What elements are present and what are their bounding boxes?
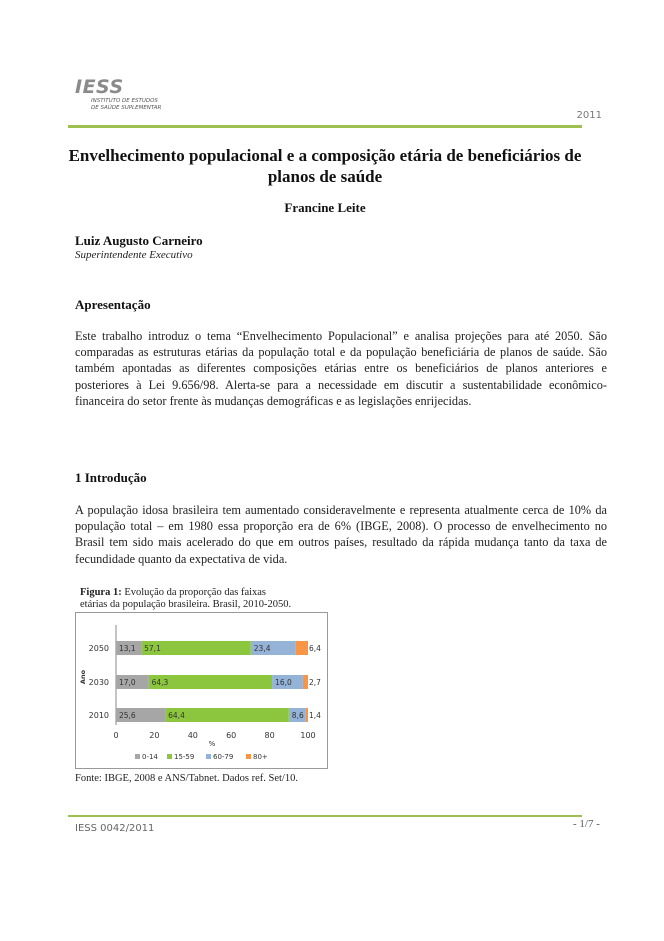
legend-swatch-15-59	[167, 754, 172, 759]
header-year: 2011	[576, 110, 602, 121]
data-label-2050-0-14: 13,1	[119, 644, 136, 653]
data-label-2030-60-79: 16,0	[275, 678, 292, 687]
x-tick-label-0: 0	[113, 731, 119, 740]
logo-subtitle	[91, 98, 175, 111]
figure-source: Fonte: IBGE, 2008 e ANS/Tabnet. Dados ref. Set/10.	[75, 773, 298, 784]
data-label-2030-0-14: 17,0	[119, 678, 136, 687]
figure-label: Figura 1:	[80, 587, 122, 598]
legend-swatch-0-14	[135, 754, 140, 759]
bar-2010-80+	[305, 708, 308, 722]
legend-label-15-59: 15-59	[174, 753, 195, 761]
x-tick-label-40: 40	[187, 731, 198, 740]
data-label-2030-80+: 2,7	[309, 678, 321, 687]
x-tick-label-100: 100	[300, 731, 316, 740]
figure-caption-line2: etárias da população brasileira. Brasil, 2010-2050.	[80, 599, 292, 610]
iess-logo	[75, 78, 175, 114]
section-heading-apresentacao: Apresentação	[75, 297, 151, 312]
data-label-2050-80+: 6,4	[309, 644, 321, 653]
header-divider	[68, 125, 582, 128]
section-heading-introducao: 1 Introdução	[75, 470, 147, 485]
x-axis-label: %	[208, 740, 216, 748]
document-title: Envelhecimento populacional e a composição etária de beneficiários de planos de saúde	[68, 146, 582, 186]
legend-swatch-80+	[246, 754, 251, 759]
x-tick-label-20: 20	[149, 731, 160, 740]
category-label-2050: 2050	[88, 644, 109, 653]
footer-divider	[68, 815, 582, 817]
x-tick-label-60: 60	[226, 731, 237, 740]
x-tick-label-80: 80	[264, 731, 275, 740]
footer-page-number: - 1/7 -	[573, 818, 600, 830]
category-label-2030: 2030	[88, 678, 109, 687]
chart-container	[75, 612, 328, 769]
legend-label-80+: 80+	[253, 753, 268, 761]
y-axis-label: Ano	[79, 669, 87, 685]
legend-label-60-79: 60-79	[213, 753, 234, 761]
logo-sub-line2: DE SAÚDE SUPLEMENTAR	[91, 104, 162, 111]
legend-swatch-60-79	[206, 754, 211, 759]
figure-caption-line1: Evolução da proporção das faixas	[124, 587, 267, 598]
data-label-2030-15-59: 64,3	[151, 678, 169, 687]
logo-wordmark	[75, 78, 175, 97]
person-name: Luiz Augusto Carneiro	[75, 233, 203, 248]
section-text-introducao: A população idosa brasileira tem aumentado consideravelmente e representa atualmente cerca de 10% da população total – em 1980 essa proporção era de 6% (IBGE, 2008). O processo de envelhecimento no Brasil tem sido mais acelerado do que em outros países, resultado da rápida mudança tanto da taxa de fecundidade quanto da expectativa de vida.	[75, 503, 607, 566]
stacked-bar-chart	[76, 613, 327, 768]
bar-2050-80+	[296, 641, 308, 655]
section-text-apresentacao: Este trabalho introduz o tema “Envelhecimento Populacional” e analisa projeções para até 2050. São comparadas as estruturas etárias da população total e da população beneficiária de planos de saúde. São também apontadas as diferentes composições etárias entre os beneficiários de planos anteriores e posteriores à Lei 9.656/98. Alerta-se para a necessidade em discutir a sustentabilidade econômico-financeira do setor frente às mudanças demográficas e as legislações enrijecidas.	[75, 329, 607, 408]
data-label-2010-80+: 1,4	[309, 711, 321, 720]
logo-sub-line1: INSTITUTO DE ESTUDOS	[91, 98, 158, 104]
document-author: Francine Leite	[284, 200, 366, 215]
bar-2030-80+	[303, 675, 308, 689]
logo-main-text: IESS	[75, 76, 124, 98]
data-label-2010-15-59: 64,4	[168, 711, 185, 720]
data-label-2010-60-79: 8,6	[291, 711, 304, 720]
data-label-2050-15-59: 57,1	[144, 644, 161, 653]
data-label-2050-60-79: 23,4	[253, 644, 271, 653]
category-label-2010: 2010	[88, 711, 109, 720]
data-label-2010-0-14: 25,6	[119, 711, 136, 720]
figure-caption	[80, 587, 291, 611]
footer-doc-id: IESS 0042/2011	[75, 823, 155, 834]
legend-label-0-14: 0-14	[142, 753, 158, 761]
person-role: Superintendente Executivo	[75, 249, 193, 261]
